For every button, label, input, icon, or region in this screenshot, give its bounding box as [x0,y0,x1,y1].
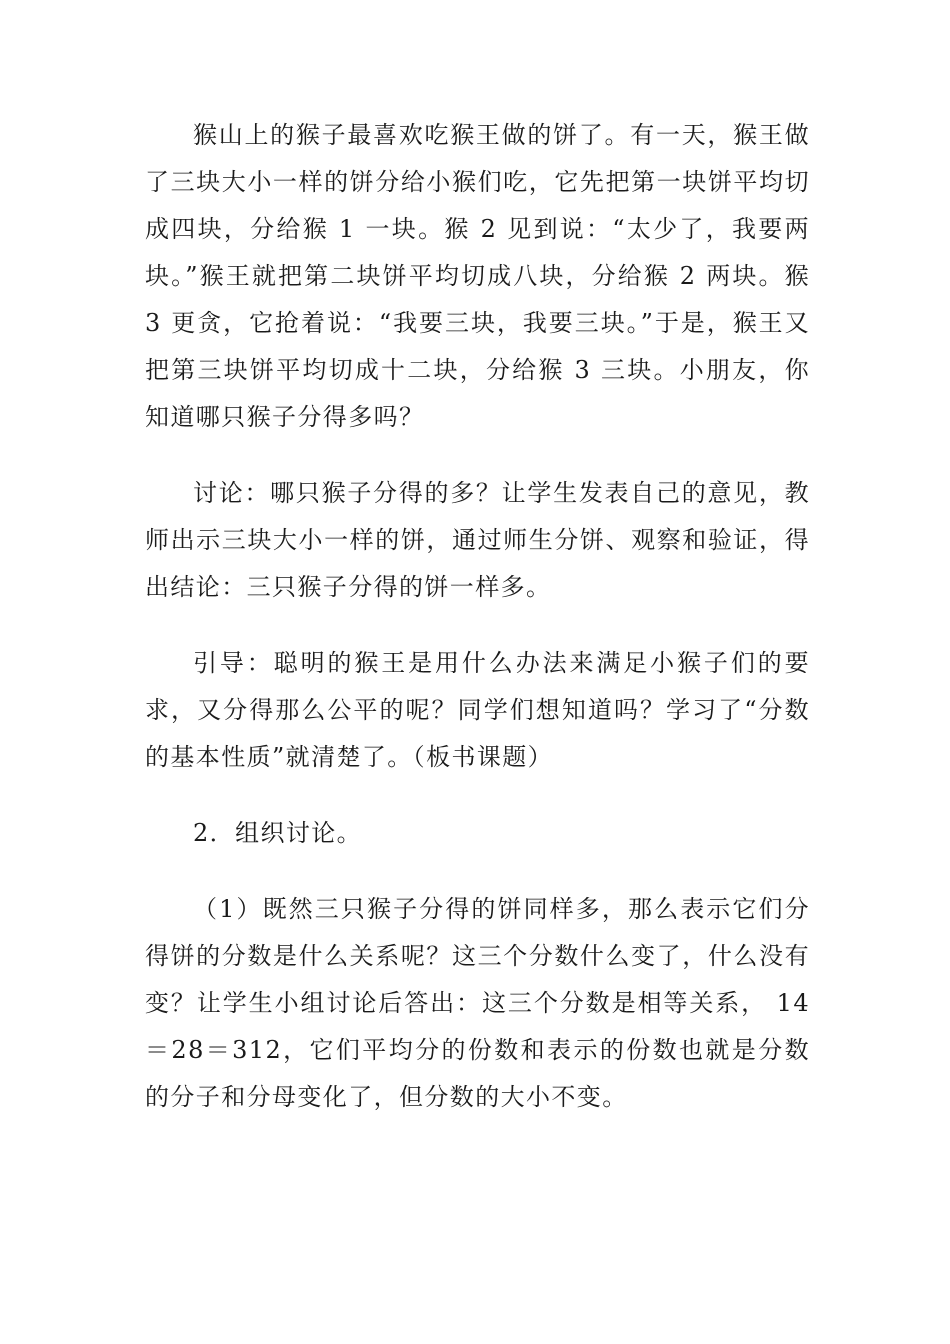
document-body [145,112,810,1150]
guidance-paragraph: 引导：聪明的猴王是用什么办法来满足小猴子们的要求，又分得那么公平的呢？同学们想知道吗？学习了“分数的基本性质”就清楚了。（板书课题） [145,649,810,771]
section-heading: 2．组织讨论。 [193,819,363,847]
story-paragraph: 猴山上的猴子最喜欢吃猴王做的饼了。有一天，猴王做了三块大小一样的饼分给小猴们吃，它先把第一块饼平均切成四块，分给猴 1 一块。猴 2 见到说：“太少了，我要两块。”猴王就把第二块饼平均切成八块，分给猴 2 两块。猴 3 更贪，它抢着说：“我要三块，我要三块。”于是，猴王又把第三块饼平均切成十二块，分给猴 3 三块。小朋友，你知道哪只猴子分得多吗？ [145,121,810,431]
question-paragraph: （1）既然三只猴子分得的饼同样多，那么表示它们分得饼的分数是什么关系呢？这三个分数什么变了，什么没有变？让学生小组讨论后答出：这三个分数是相等关系， 14＝28＝312，它们平均分的份数和表示的份数也就是分数的分子和分母变化了，但分数的大小不变。 [145,895,810,1111]
discussion-paragraph: 讨论：哪只猴子分得的多？让学生发表自己的意见，教师出示三块大小一样的饼，通过师生分饼、观察和验证，得出结论：三只猴子分得的饼一样多。 [145,479,810,601]
